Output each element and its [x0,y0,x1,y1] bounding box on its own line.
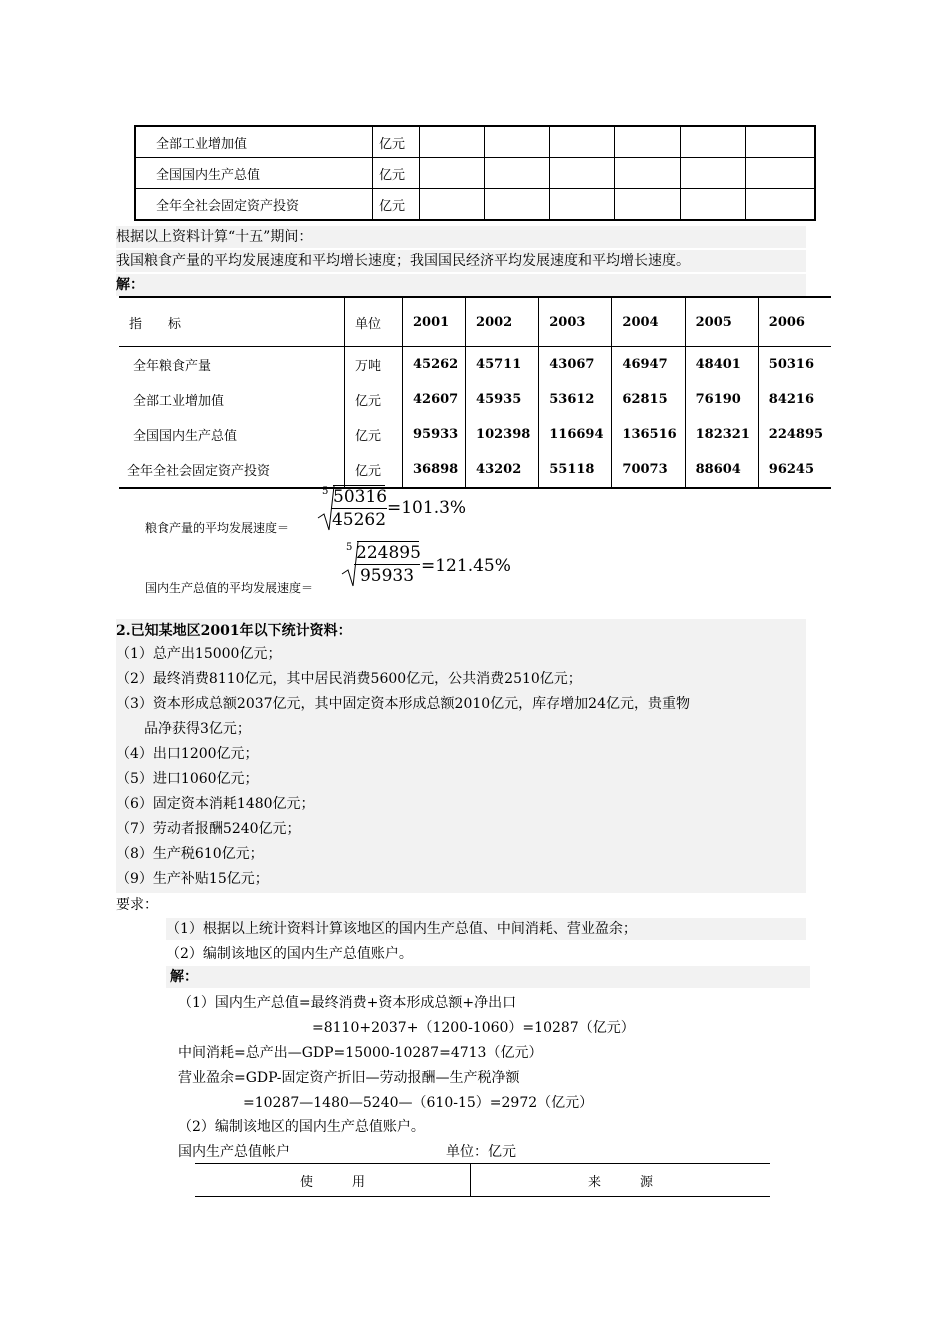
requirements-label: 要求： [116,897,158,913]
requirement-item: （1）根据以上统计资料计算该地区的国内生产总值、中间消耗、营业盈余； [166,918,806,940]
row-unit: 亿元 [373,189,420,221]
list-item: （7）劳动者报酬5240亿元； [116,821,301,837]
row-name: 全国国内生产总值 [135,158,373,189]
header-year: 2002 [466,297,539,347]
fraction-numerator: 224895 [356,543,421,563]
table-row [135,126,815,158]
empty-cell [745,189,815,221]
list-item: （2）最终消费8110亿元，其中居民消费5600亿元，公共消费2510亿元； [116,671,582,687]
empty-cell [485,158,550,189]
header-year: 2005 [685,297,758,347]
cell-value: 50316 [768,357,815,372]
problem2-items-block [116,643,806,893]
cell-value: 70073 [612,452,685,488]
cell-value: 53612 [539,382,612,417]
row-name: 全部工业增加值 [135,126,373,158]
row-name: 全年全社会固定资产投资 [135,189,373,221]
list-item: （6）固定资本消耗1480亿元； [116,796,315,812]
cell-value: 45262 [403,347,466,383]
root-index: 5 [322,486,329,497]
header-unit: 单位 [345,297,403,347]
solution-line: 营业盈余=GDP-固定资产折旧—劳动报酬—生产税净额 [178,1070,520,1086]
cell-value: 62815 [612,382,685,417]
header-indicator: 指 标 [119,297,345,347]
cell-value: 224895 [768,427,824,442]
header-uses: 使 用 [195,1164,471,1197]
empty-cell [615,189,680,221]
fraction-numerator: 50316 [333,487,388,507]
problem2-solution-label: 解： [166,966,810,988]
empty-cell [420,158,485,189]
list-item: （5）进口1060亿元； [116,771,259,787]
cell-value: 96245 [768,462,815,477]
row-unit: 亿元 [373,126,420,158]
fraction-denominator: 95933 [359,566,415,586]
table-row [119,347,831,383]
empty-cell [550,126,615,158]
row-name: 全国国内生产总值 [133,429,238,444]
statistics-table [119,296,831,489]
solution-line: 中间消耗=总产出—GDP=15000-10287=4713（亿元） [178,1045,543,1061]
list-item: （4）出口1200亿元； [116,746,259,762]
cell-value: 43067 [539,347,612,383]
row-unit: 万吨 [345,347,403,383]
empty-cell [680,189,745,221]
solution-label: 解： [116,274,806,296]
empty-cell [745,158,815,189]
solution-line: （2）编制该地区的国内生产总值账户。 [178,1119,425,1135]
table-row [135,158,815,189]
empty-cell [745,126,815,158]
table-header-row [119,297,831,347]
header-year: 2004 [612,297,685,347]
gdp-fraction [354,542,420,587]
question-line-2: 我国粮食产量的平均发展速度和平均增长速度；我国国民经济平均发展速度和平均增长速度。 [116,250,806,272]
grain-formula-label: 粮食产量的平均发展速度＝ [145,521,290,535]
grain-fraction [331,486,387,531]
cell-value: 102398 [466,417,539,452]
gdp-account-table [195,1163,770,1197]
header-year: 2006 [758,297,831,347]
list-item: （3）资本形成总额2037亿元，其中固定资本形成总额2010亿元，库存增加24亿元，贵重物 [116,696,690,712]
cell-value: 76190 [685,382,758,417]
empty-cell [550,189,615,221]
empty-cell [485,126,550,158]
cell-value: 182321 [685,417,758,452]
solution-line: =8110+2037+（1200-1060）=10287（亿元） [312,1020,635,1036]
empty-cell [485,189,550,221]
empty-cell [550,158,615,189]
account-unit: 单位：亿元 [446,1144,516,1160]
empty-cell [680,126,745,158]
empty-cell [420,189,485,221]
list-item: （8）生产税610亿元； [116,846,264,862]
problem2-title: 2.已知某地区2001年以下统计资料： [116,619,806,643]
cell-value: 46947 [612,347,685,383]
cell-value: 36898 [403,452,466,488]
cell-value: 116694 [539,417,612,452]
cell-value: 55118 [539,452,612,488]
gdp-result: =121.45% [421,556,511,576]
cell-value: 95933 [403,417,466,452]
question-line-1: 根据以上资料计算“十五”期间： [116,226,806,248]
cell-value: 48401 [685,347,758,383]
header-sources: 来 源 [471,1164,771,1197]
fraction-denominator: 45262 [331,510,387,530]
cell-value: 136516 [612,417,685,452]
table-header-row [195,1164,770,1197]
cell-value: 42607 [403,382,466,417]
row-name: 全年粮食产量 [133,359,212,374]
list-item: （9）生产补贴15亿元； [116,871,269,887]
solution-line: =10287—1480—5240—（610-15）=2972（亿元） [243,1095,594,1111]
row-unit: 亿元 [345,382,403,417]
list-item: 品净获得3亿元； [144,721,251,737]
root-index: 5 [346,542,353,553]
cell-value: 45935 [466,382,539,417]
cell-value: 84216 [768,392,815,407]
table-row [119,452,831,488]
empty-cell [615,158,680,189]
empty-cell [615,126,680,158]
list-item: （1）总产出15000亿元； [116,646,282,662]
header-year: 2003 [539,297,612,347]
table-row [119,417,831,452]
row-unit: 亿元 [345,417,403,452]
requirement-item: （2）编制该地区的国内生产总值账户。 [166,946,413,962]
table-row [119,382,831,417]
row-name: 全年全社会固定资产投资 [127,464,271,479]
row-unit: 亿元 [373,158,420,189]
empty-cell [420,126,485,158]
solution-line: （1）国内生产总值=最终消费+资本形成总额+净出口 [178,995,517,1011]
account-title: 国内生产总值帐户 [178,1144,290,1160]
row-unit: 亿元 [345,452,403,488]
cell-value: 45711 [466,347,539,383]
grain-result: =101.3% [387,498,467,518]
cell-value: 88604 [685,452,758,488]
header-year: 2001 [403,297,466,347]
cell-value: 43202 [466,452,539,488]
table-row [135,189,815,221]
empty-cell [680,158,745,189]
top-data-table [134,125,816,221]
row-name: 全部工业增加值 [133,394,225,409]
gdp-formula-label: 国内生产总值的平均发展速度＝ [145,581,314,595]
